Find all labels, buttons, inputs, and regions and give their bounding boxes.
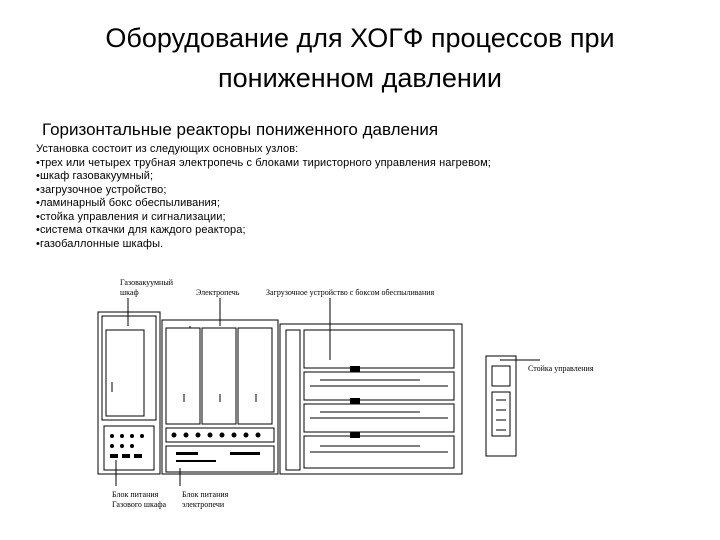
label-furnace: Электропечь <box>196 288 240 297</box>
list-item: •ламинарный бокс обеспыливания; <box>36 197 221 209</box>
label-loader: Загрузочное устройство с боксом обеспыливания <box>266 288 435 297</box>
label-psu-gas-line-1: Блок питания <box>112 490 159 499</box>
label-control-rack: Стойка управления <box>528 364 594 373</box>
loader-box <box>280 324 462 474</box>
list-item: •система откачки для каждого реактора; <box>36 224 246 236</box>
list-item: •загрузочное устройство; <box>36 183 167 196</box>
label-psu-gas-line-2: Газового шкафа <box>112 500 167 509</box>
list-item: •трех или четырех трубная электропечь с блоками тиристорного управления нагревом; <box>36 156 491 169</box>
label-gas-cabinet-line-1: Газовакуумный <box>120 278 173 287</box>
label-gas-cabinet-line-2: шкаф <box>120 288 139 297</box>
slide-subtitle: Горизонтальные реакторы пониженного давления <box>42 120 439 139</box>
list-item: •шкаф газовакуумный; <box>36 170 154 182</box>
title-line-2: пониженном давлении <box>218 63 502 93</box>
list-item: •стойка управления и сигнализации; <box>36 210 226 223</box>
intro-text: Установка состоит из следующих основных узлов: <box>36 143 299 155</box>
electric-furnace <box>162 320 278 474</box>
label-psu-furnace <box>182 490 228 510</box>
gas-cabinet <box>98 312 160 474</box>
label-psu-furnace-line-1: Блок питания <box>182 490 229 499</box>
label-psu-gas <box>112 490 166 510</box>
label-gas-cabinet <box>120 278 173 298</box>
list-item: •газобаллонные шкафы. <box>36 237 164 250</box>
control-rack <box>486 356 516 456</box>
label-psu-furnace-line-2: электропечи <box>182 500 225 509</box>
title-line-1: Оборудование для ХОГФ процессов при <box>105 23 615 53</box>
